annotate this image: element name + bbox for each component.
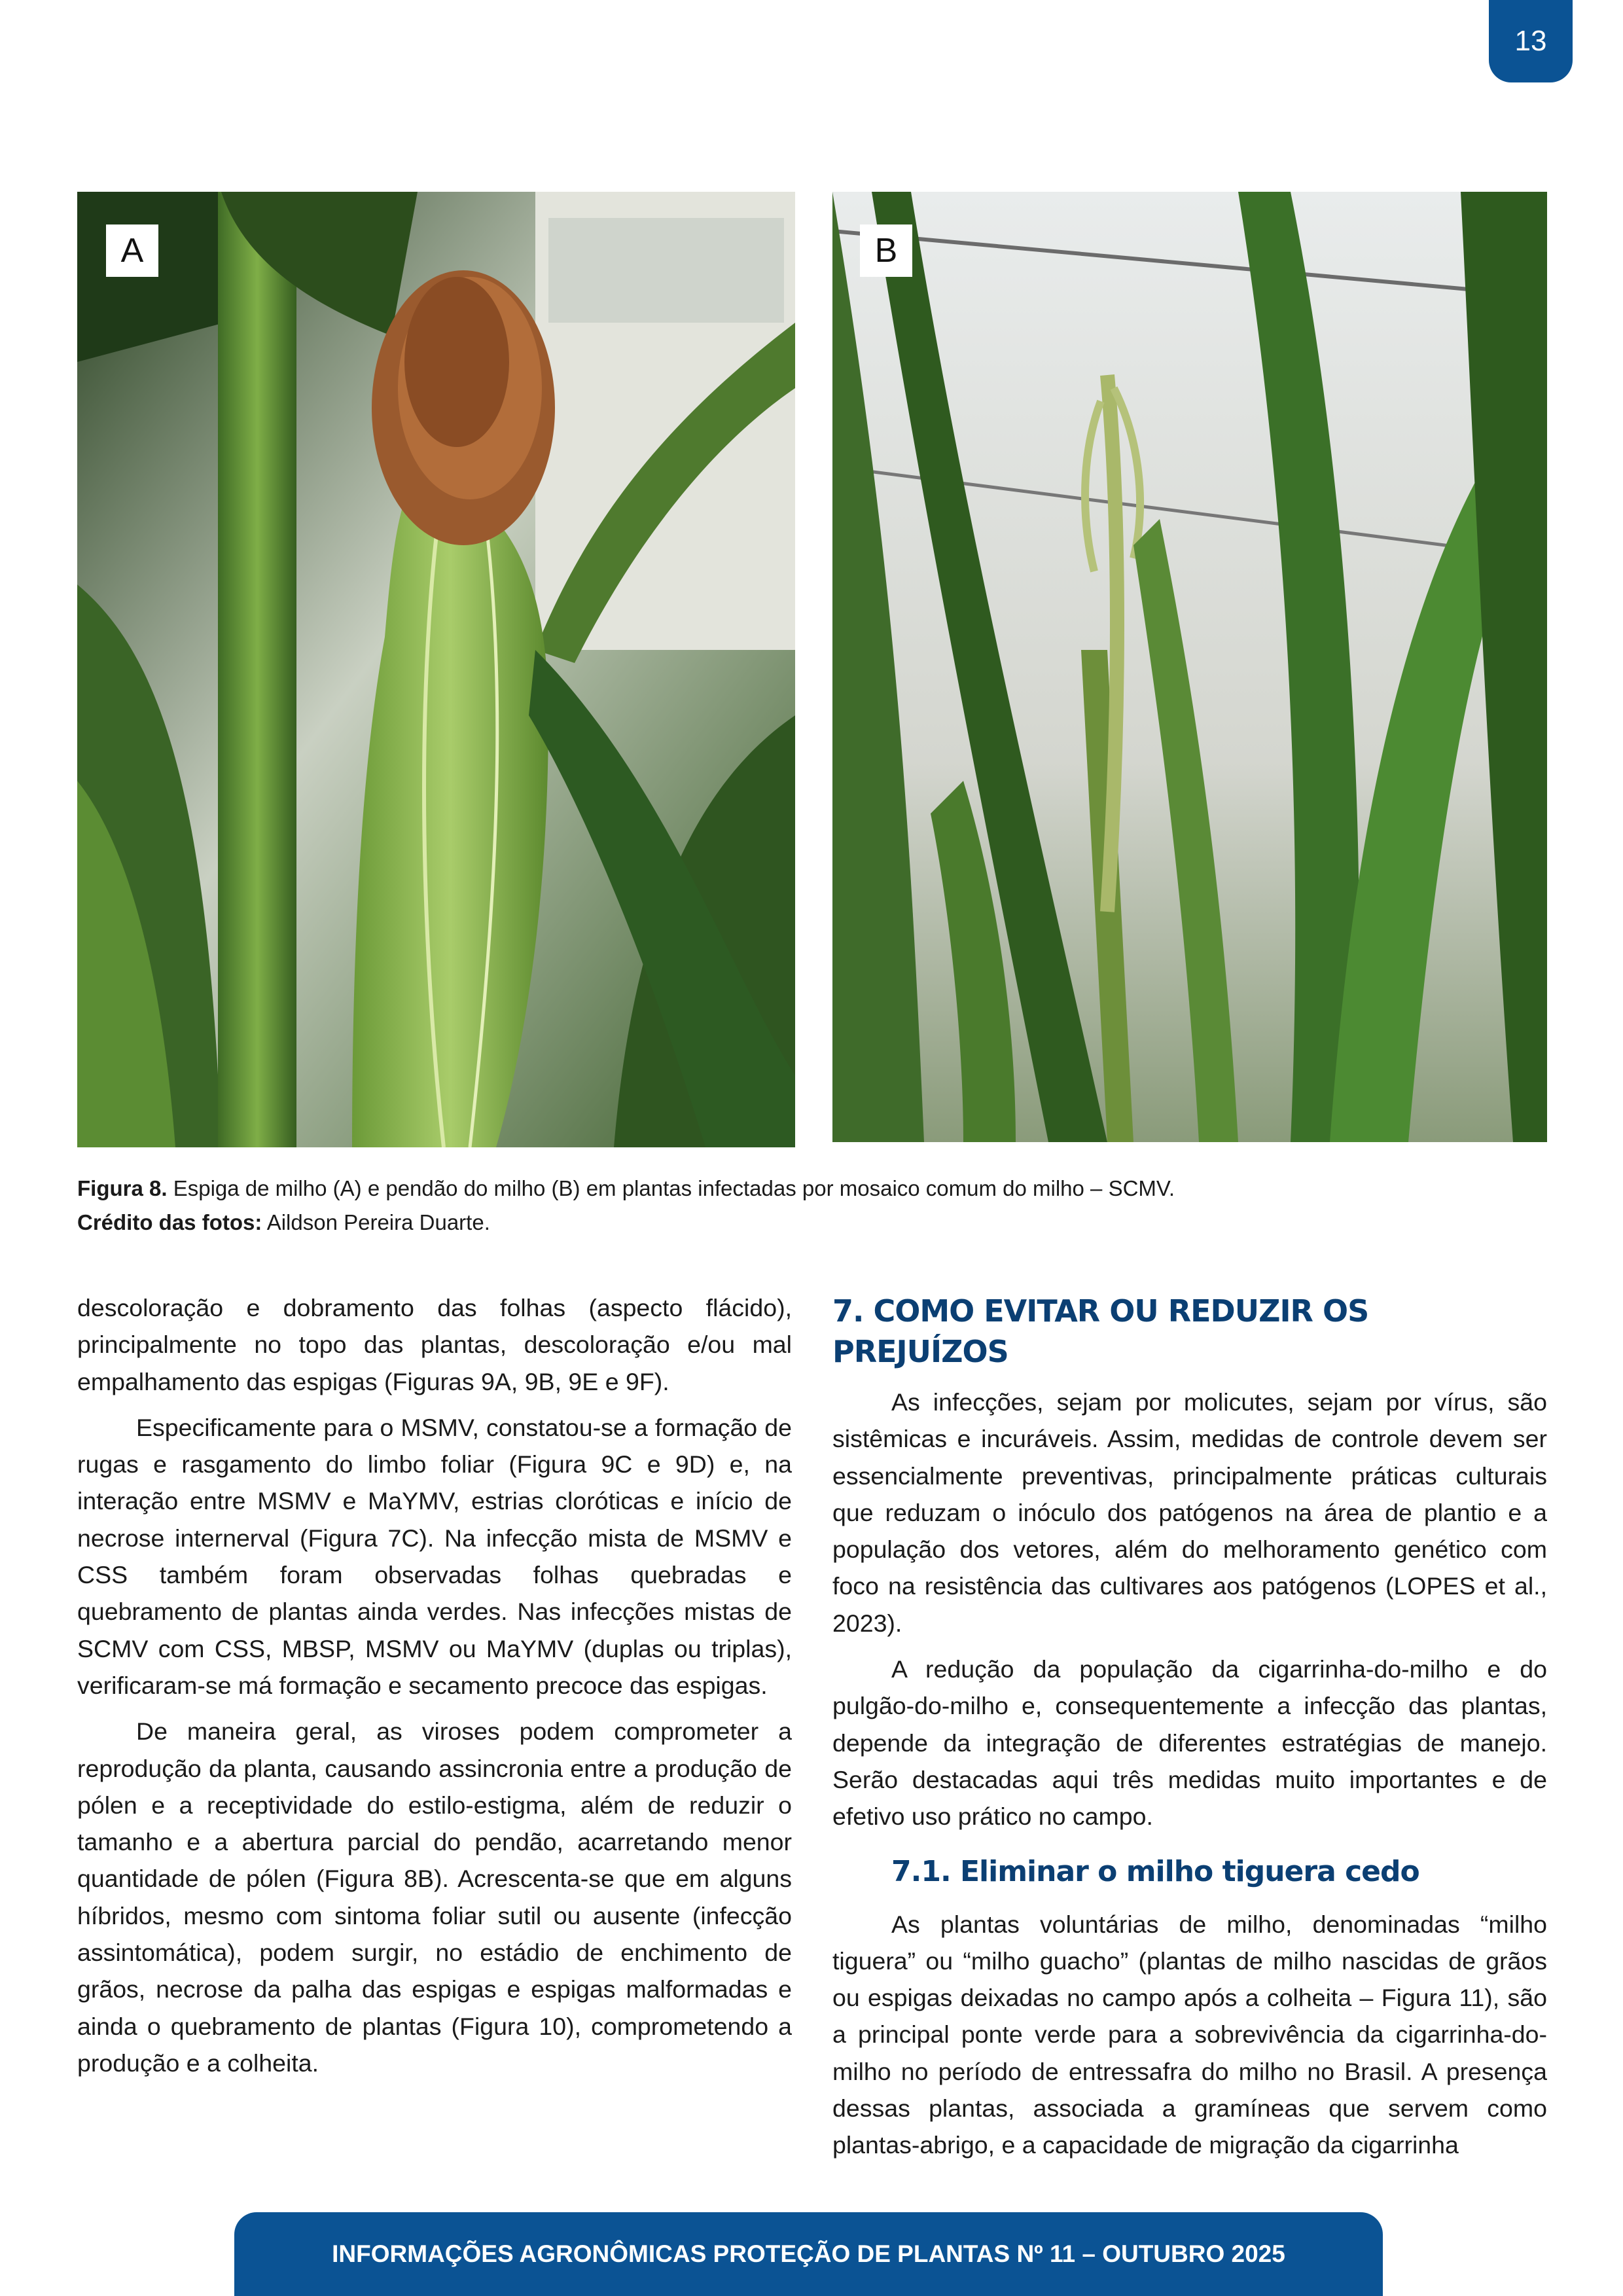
figure-caption [77, 1172, 1550, 1240]
corn-tassel-image [832, 192, 1547, 1142]
right-paragraph-3: As plantas voluntárias de milho, denominadas “milho tiguera” ou “milho guacho” (plantas de milho nascidas de grãos ou espigas deixadas no campo após a colheita – Figura 11), são a principal ponte verde para a sobrevivência da cigarrinha-do-milho no período de entressafra do milho no Brasil. A presença dessas plantas, associada a gramíneas que servem como plantas-abrigo, e a capacidade de migração da cigarrinha [832, 1910, 1547, 2159]
footer-banner: INFORMAÇÕES AGRONÔMICAS PROTEÇÃO DE PLANTAS Nº 11 – OUTUBRO 2025 [234, 2212, 1383, 2296]
left-paragraph-3: De maneira geral, as viroses podem comprometer a reprodução da planta, causando assincronia entre a produção de pólen e a receptividade do estilo-estigma, além de reduzir o tamanho e a abertura parcial do pendão, acarretando menor quantidade de pólen (Figura 8B). Acrescenta-se que em alguns híbridos, mesmo com sintoma foliar sutil ou ausente (infecção assintomática), podem surgir, no estádio de enchimento de grãos, necrose da palha das espigas e espigas malformadas e ainda o quebramento de plantas (Figura 10), comprometendo a produção e a colheita. [77, 1717, 792, 2077]
figure-photo-a [77, 192, 795, 1147]
subsection-heading: 7.1. Eliminar o milho tiguera cedo [891, 1854, 1419, 1888]
right-column [832, 1289, 1547, 2173]
right-paragraph-2: A redução da população da cigarrinha-do-milho e do pulgão-do-milho e, consequentemente a infecção das plantas, depende da integração de diferentes estratégias de manejo. Serão destacadas aqui três medidas muito importantes e de efetivo uso prático no campo. [832, 1655, 1547, 1831]
caption-text: Espiga de milho (A) e pendão do milho (B) em plantas infectadas por mosaico comum do milho – SCMV. [167, 1176, 1175, 1200]
credit-label: Crédito das fotos: [77, 1210, 262, 1234]
left-paragraph-1: descoloração e dobramento das folhas (aspecto flácido), principalmente no topo das plantas, descoloração e/ou mal empalhamento das espigas (Figuras 9A, 9B, 9E e 9F). [77, 1294, 792, 1395]
caption-label: Figura 8. [77, 1176, 168, 1200]
figure-photo-b [832, 192, 1547, 1142]
section-heading: 7. COMO EVITAR OU REDUZIR OS PREJUÍZOS [832, 1293, 1369, 1369]
corn-ear-image [77, 192, 795, 1147]
page-number: 13 [1489, 0, 1573, 82]
credit-text: Aildson Pereira Duarte. [262, 1210, 490, 1234]
photo-a-label: A [106, 224, 158, 277]
left-paragraph-2: Especificamente para o MSMV, constatou-se a formação de rugas e rasgamento do limbo foliar (Figura 9C e 9D) e, na interação entre MSMV e MaYMV, estrias cloróticas e início de necrose internerval (Figura 7C). Na infecção mista de MSMV e CSS também foram observadas folhas quebradas e quebramento de plantas ainda verdes. Nas infecções mistas de SCMV com CSS, MBSP, MSMV ou MaYMV (duplas ou triplas), verificaram-se má formação e secamento precoce das espigas. [77, 1413, 792, 1699]
right-paragraph-1: As infecções, sejam por molicutes, sejam por vírus, são sistêmicas e incuráveis. Assim, medidas de controle devem ser essencialmente preventivas, principalmente práticas culturais que reduzam o inóculo dos patógenos na área de plantio e a população dos vetores, além do melhoramento genético com foco na resistência das cultivares aos patógenos (LOPES et al., 2023). [832, 1388, 1547, 1637]
photo-b-label: B [860, 224, 912, 277]
left-column [77, 1289, 792, 2090]
